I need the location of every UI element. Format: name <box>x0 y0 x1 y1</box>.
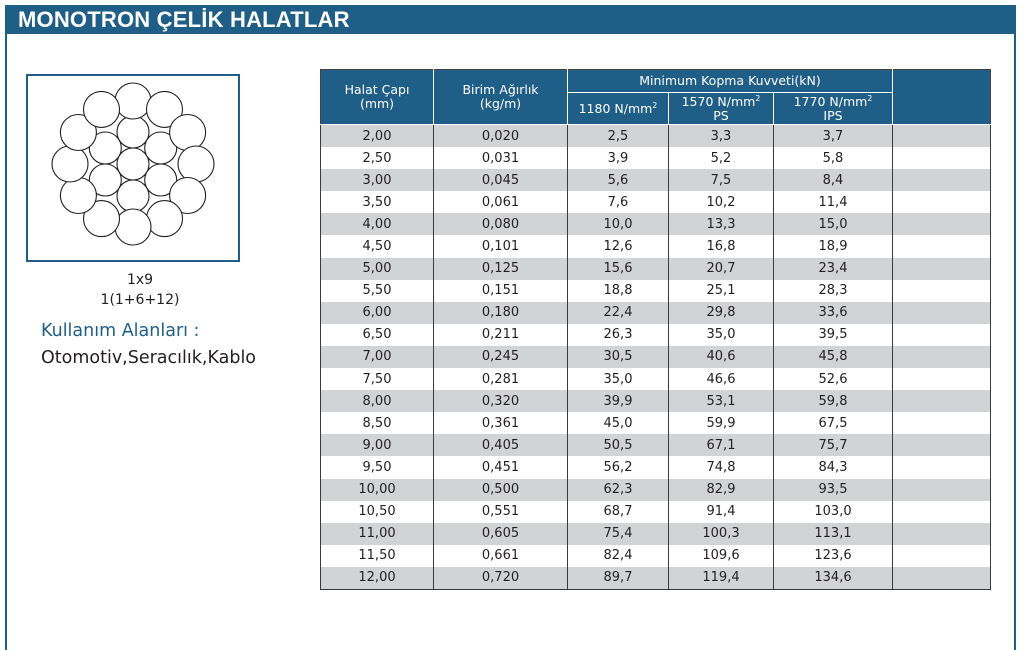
outer-wire <box>170 115 206 151</box>
cell-1770: 28,3 <box>774 280 893 302</box>
cell-1770: 33,6 <box>774 302 893 324</box>
cell-1570: 7,5 <box>669 169 774 191</box>
cell-diameter: 10,50 <box>321 501 434 523</box>
header-breaking-force: Minimum Kopma Kuvveti(kN) <box>568 70 893 93</box>
cell-1570: 100,3 <box>669 523 774 545</box>
cell-blank <box>893 434 991 456</box>
table-row <box>321 501 991 523</box>
cell-1770: 15,0 <box>774 213 893 235</box>
table-row <box>321 456 991 478</box>
cell-1770: 84,3 <box>774 456 893 478</box>
construction-code: 1x9 <box>126 272 154 288</box>
cell-blank <box>893 191 991 213</box>
cell-diameter: 9,50 <box>321 456 434 478</box>
cell-weight: 0,045 <box>434 169 568 191</box>
cell-diameter: 4,50 <box>321 235 434 257</box>
cell-diameter: 4,00 <box>321 213 434 235</box>
cell-1570: 91,4 <box>669 501 774 523</box>
header-1770-ips: 1770 $N/mm^2$ IPS <box>774 93 893 125</box>
outer-wire <box>115 209 151 245</box>
wire-strand-icon <box>28 76 238 260</box>
cell-weight: 0,061 <box>434 191 568 213</box>
table-row <box>321 479 991 501</box>
cell-1180: 3,9 <box>568 147 669 169</box>
cell-weight: 0,211 <box>434 324 568 346</box>
cell-weight: 0,020 <box>434 125 568 148</box>
rope-cross-section-diagram <box>26 74 240 262</box>
cell-blank <box>893 567 991 590</box>
cell-1570: 109,6 <box>669 545 774 567</box>
cell-1570: 3,3 <box>669 125 774 148</box>
table-row <box>321 412 991 434</box>
cell-diameter: 12,00 <box>321 567 434 590</box>
cell-1770: 103,0 <box>774 501 893 523</box>
table-row <box>321 545 991 567</box>
cell-1180: 39,9 <box>568 390 669 412</box>
cell-weight: 0,500 <box>434 479 568 501</box>
cell-1770: 123,6 <box>774 545 893 567</box>
cell-blank <box>893 147 991 169</box>
cell-blank <box>893 390 991 412</box>
cell-1770: 113,1 <box>774 523 893 545</box>
cell-diameter: 11,00 <box>321 523 434 545</box>
cell-1770: 23,4 <box>774 258 893 280</box>
cell-1180: 15,6 <box>568 258 669 280</box>
cell-blank <box>893 479 991 501</box>
cell-diameter: 5,00 <box>321 258 434 280</box>
cell-1770: 93,5 <box>774 479 893 501</box>
cell-blank <box>893 501 991 523</box>
cell-blank <box>893 169 991 191</box>
cell-1180: 89,7 <box>568 567 669 590</box>
cell-1180: 10,0 <box>568 213 669 235</box>
table-row <box>321 280 991 302</box>
cell-weight: 0,320 <box>434 390 568 412</box>
cell-blank <box>893 523 991 545</box>
cell-1570: 82,9 <box>669 479 774 501</box>
cell-1770: 45,8 <box>774 346 893 368</box>
cell-1570: 46,6 <box>669 368 774 390</box>
cell-blank <box>893 302 991 324</box>
table-row <box>321 346 991 368</box>
cell-diameter: 9,00 <box>321 434 434 456</box>
cell-diameter: 5,50 <box>321 280 434 302</box>
cell-1770: 11,4 <box>774 191 893 213</box>
cell-1570: 35,0 <box>669 324 774 346</box>
cell-weight: 0,125 <box>434 258 568 280</box>
cell-1570: 5,2 <box>669 147 774 169</box>
cell-diameter: 7,50 <box>321 368 434 390</box>
cell-1570: 119,4 <box>669 567 774 590</box>
header-1570-ps: 1570 $N/mm^2$ PS <box>669 93 774 125</box>
cell-diameter: 3,00 <box>321 169 434 191</box>
table-row <box>321 324 991 346</box>
outer-wire <box>147 201 183 237</box>
cell-diameter: 8,50 <box>321 412 434 434</box>
cell-1770: 3,7 <box>774 125 893 148</box>
cell-diameter: 6,50 <box>321 324 434 346</box>
cell-1570: 53,1 <box>669 390 774 412</box>
cell-1180: 7,6 <box>568 191 669 213</box>
cell-blank <box>893 545 991 567</box>
cell-1180: 22,4 <box>568 302 669 324</box>
table-row <box>321 258 991 280</box>
cell-1570: 13,3 <box>669 213 774 235</box>
cell-1180: 18,8 <box>568 280 669 302</box>
table-row <box>321 235 991 257</box>
specification-table <box>320 69 991 590</box>
cell-diameter: 3,50 <box>321 191 434 213</box>
cell-1570: 10,2 <box>669 191 774 213</box>
cell-weight: 0,720 <box>434 567 568 590</box>
table-row <box>321 390 991 412</box>
cell-weight: 0,661 <box>434 545 568 567</box>
cell-diameter: 2,50 <box>321 147 434 169</box>
cell-1770: 59,8 <box>774 390 893 412</box>
cell-diameter: 7,00 <box>321 346 434 368</box>
cell-diameter: 2,00 <box>321 125 434 148</box>
construction-formula: 1(1+6+12) <box>100 292 180 308</box>
cell-1770: 8,4 <box>774 169 893 191</box>
cell-1180: 82,4 <box>568 545 669 567</box>
cell-1770: 39,5 <box>774 324 893 346</box>
cell-1180: 68,7 <box>568 501 669 523</box>
cell-weight: 0,101 <box>434 235 568 257</box>
usage-text: Otomotiv,Seracılık,Kablo <box>41 348 257 368</box>
cell-1570: 67,1 <box>669 434 774 456</box>
table-row <box>321 567 991 590</box>
cell-1570: 29,8 <box>669 302 774 324</box>
cell-1180: 56,2 <box>568 456 669 478</box>
core-wire <box>117 148 149 180</box>
page-title: MONOTRON ÇELİK HALATLAR <box>18 7 350 32</box>
table-row <box>321 169 991 191</box>
cell-blank <box>893 258 991 280</box>
cell-1770: 5,8 <box>774 147 893 169</box>
cell-blank <box>893 125 991 148</box>
cell-weight: 0,180 <box>434 302 568 324</box>
outer-wire <box>115 83 151 119</box>
cell-1770: 52,6 <box>774 368 893 390</box>
cell-1570: 59,9 <box>669 412 774 434</box>
cell-weight: 0,451 <box>434 456 568 478</box>
cell-1180: 5,6 <box>568 169 669 191</box>
outer-wire <box>52 146 88 182</box>
table-row <box>321 147 991 169</box>
cell-1180: 50,5 <box>568 434 669 456</box>
table-body <box>321 125 991 590</box>
cell-blank <box>893 213 991 235</box>
cell-weight: 0,281 <box>434 368 568 390</box>
table-row <box>321 523 991 545</box>
header-unit-weight: Birim Ağırlık (kg/m) <box>434 70 568 125</box>
table-row <box>321 191 991 213</box>
cell-1570: 16,8 <box>669 235 774 257</box>
cell-1770: 67,5 <box>774 412 893 434</box>
table-row <box>321 125 991 148</box>
cell-diameter: 10,00 <box>321 479 434 501</box>
cell-1770: 18,9 <box>774 235 893 257</box>
cell-diameter: 8,00 <box>321 390 434 412</box>
cell-weight: 0,361 <box>434 412 568 434</box>
cell-1180: 2,5 <box>568 125 669 148</box>
cell-1180: 12,6 <box>568 235 669 257</box>
cell-weight: 0,080 <box>434 213 568 235</box>
cell-1570: 25,1 <box>669 280 774 302</box>
cell-1570: 40,6 <box>669 346 774 368</box>
table-row <box>321 368 991 390</box>
header-blank <box>893 70 991 125</box>
cell-blank <box>893 412 991 434</box>
cell-blank <box>893 235 991 257</box>
outer-wire <box>84 91 120 127</box>
cell-1770: 134,6 <box>774 567 893 590</box>
cell-1770: 75,7 <box>774 434 893 456</box>
cell-diameter: 6,00 <box>321 302 434 324</box>
outer-wire <box>60 178 96 214</box>
cell-weight: 0,031 <box>434 147 568 169</box>
cell-1180: 62,3 <box>568 479 669 501</box>
cell-1180: 35,0 <box>568 368 669 390</box>
outer-wire <box>178 146 214 182</box>
cell-blank <box>893 324 991 346</box>
cell-1180: 26,3 <box>568 324 669 346</box>
cell-1570: 20,7 <box>669 258 774 280</box>
cell-blank <box>893 368 991 390</box>
table-row <box>321 213 991 235</box>
header-1180: 1180 $N/mm^2$ <box>568 93 669 125</box>
cell-blank <box>893 456 991 478</box>
cell-weight: 0,551 <box>434 501 568 523</box>
inner-wire <box>117 180 149 212</box>
usage-title: Kullanım Alanları : <box>41 321 200 341</box>
header-diameter: Halat Çapı (mm) <box>321 70 434 125</box>
table-row <box>321 302 991 324</box>
inner-wire <box>117 116 149 148</box>
cell-blank <box>893 346 991 368</box>
cell-1180: 45,0 <box>568 412 669 434</box>
cell-1180: 30,5 <box>568 346 669 368</box>
cell-diameter: 11,50 <box>321 545 434 567</box>
cell-blank <box>893 280 991 302</box>
cell-weight: 0,405 <box>434 434 568 456</box>
cell-weight: 0,245 <box>434 346 568 368</box>
table-row <box>321 434 991 456</box>
cell-1180: 75,4 <box>568 523 669 545</box>
cell-weight: 0,151 <box>434 280 568 302</box>
cell-1570: 74,8 <box>669 456 774 478</box>
cell-weight: 0,605 <box>434 523 568 545</box>
